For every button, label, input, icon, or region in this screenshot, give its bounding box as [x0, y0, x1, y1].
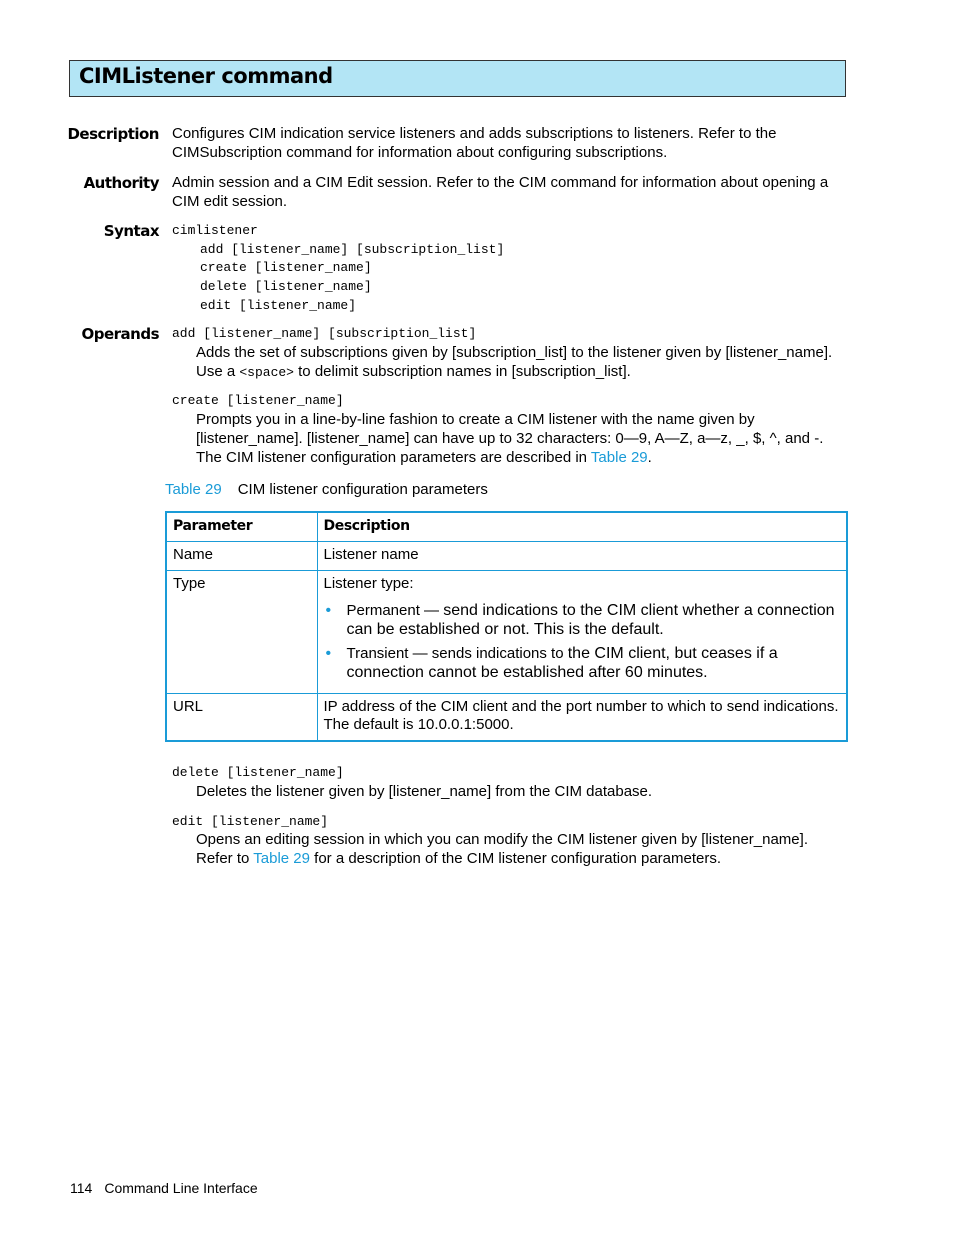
authority-label: Authority — [83, 174, 159, 192]
table-29-link[interactable]: Table 29 — [590, 449, 648, 466]
description-text: Configures CIM indication service listeners and adds subscriptions to listeners. Refer to the CIMSubscription command for information about configuring subscriptions. — [172, 125, 777, 161]
operand-add-code: add [listener_name] [subscription_list] — [172, 326, 477, 341]
table-row — [166, 542, 847, 571]
syntax-line-4: delete [listener_name] — [200, 279, 372, 294]
syntax-line-1: cimlistener — [172, 223, 258, 238]
cell-desc-name: Listener name — [317, 542, 847, 571]
syntax-line-2: add [listener_name] [subscription_list] — [200, 242, 505, 257]
header-description: Description — [317, 512, 847, 542]
table-29-link[interactable]: Table 29 — [253, 850, 310, 867]
list-item — [324, 644, 841, 682]
bullet-icon: • — [325, 602, 332, 619]
table-caption — [165, 481, 488, 498]
description-label: Description — [67, 125, 159, 143]
cell-param-url: URL — [166, 694, 317, 742]
page-number: 114 — [70, 1180, 93, 1196]
operand-delete-text: Deletes the listener given by [listener_name] from the CIM database. — [196, 783, 653, 800]
table-row — [166, 694, 847, 742]
parameters-table — [165, 511, 848, 742]
list-item — [324, 601, 841, 639]
bullet-lead: Permanent — — [346, 602, 444, 619]
operand-edit-text — [196, 830, 842, 868]
operand-create-text-part2: . — [647, 449, 652, 466]
bullet-rest: the CIM client, but ceases if a connection cannot be established after 60 minutes. — [346, 645, 778, 681]
page-title: CIMListener command — [79, 64, 333, 88]
page-footer — [70, 1180, 258, 1196]
operand-add-text-part1: Adds the set of subscriptions given by [subscription_list] to the listener given by [listener_name]. Use a — [196, 344, 833, 380]
operands-label: Operands — [81, 325, 159, 343]
operand-edit-text-part2: for a description of the CIM listener configuration parameters. — [309, 850, 722, 867]
operand-create-text — [196, 410, 842, 467]
space-code: <space> — [239, 365, 294, 380]
type-desc-intro: Listener type: — [323, 575, 414, 592]
bullet-lead: Transient — sends indications to — [346, 645, 568, 662]
operand-delete-code: delete [listener_name] — [172, 765, 344, 780]
type-bullet-list — [324, 601, 841, 682]
table-caption-number: Table 29 — [165, 481, 222, 498]
table-caption-text: CIM listener configuration parameters — [237, 481, 488, 498]
operand-create-code: create [listener_name] — [172, 393, 344, 408]
syntax-line-3: create [listener_name] — [200, 260, 372, 275]
cell-desc-url: IP address of the CIM client and the port number to which to send indications. The default is 10.0.0.1:5000. — [317, 694, 847, 742]
header-parameter: Parameter — [166, 512, 317, 542]
page-title-bar — [69, 60, 846, 97]
operand-edit-text-part1: Opens an editing session in which you can modify the CIM listener given by [listener_name]. Refer to — [196, 831, 808, 867]
syntax-line-5: edit [listener_name] — [200, 298, 357, 313]
operand-create-text-part1: Prompts you in a line-by-line fashion to create a CIM listener with the name given by [listener_name]. [listener_name] can have up to 32 characters: 0—9, A—Z, a—z, _, $, ^, and -. The CIM listener configuration parameters are described in — [196, 411, 824, 466]
operand-add-text — [196, 343, 842, 382]
cell-param-type: Type — [166, 571, 317, 694]
table-header-row — [166, 512, 847, 542]
cell-param-name: Name — [166, 542, 317, 571]
operand-edit-code: edit [listener_name] — [172, 814, 329, 829]
table-row — [166, 571, 847, 694]
authority-text: Admin session and a CIM Edit session. Refer to the CIM command for information about opening a CIM edit session. — [172, 174, 829, 210]
cell-desc-type — [317, 571, 847, 694]
operand-add-text-part2: to delimit subscription names in [subscription_list]. — [293, 363, 631, 380]
bullet-rest: send indications to the CIM client whether a connection can be established or not. This is the default. — [346, 602, 835, 638]
syntax-label: Syntax — [103, 222, 159, 240]
footer-section-title: Command Line Interface — [104, 1180, 258, 1196]
bullet-icon: • — [325, 645, 332, 662]
